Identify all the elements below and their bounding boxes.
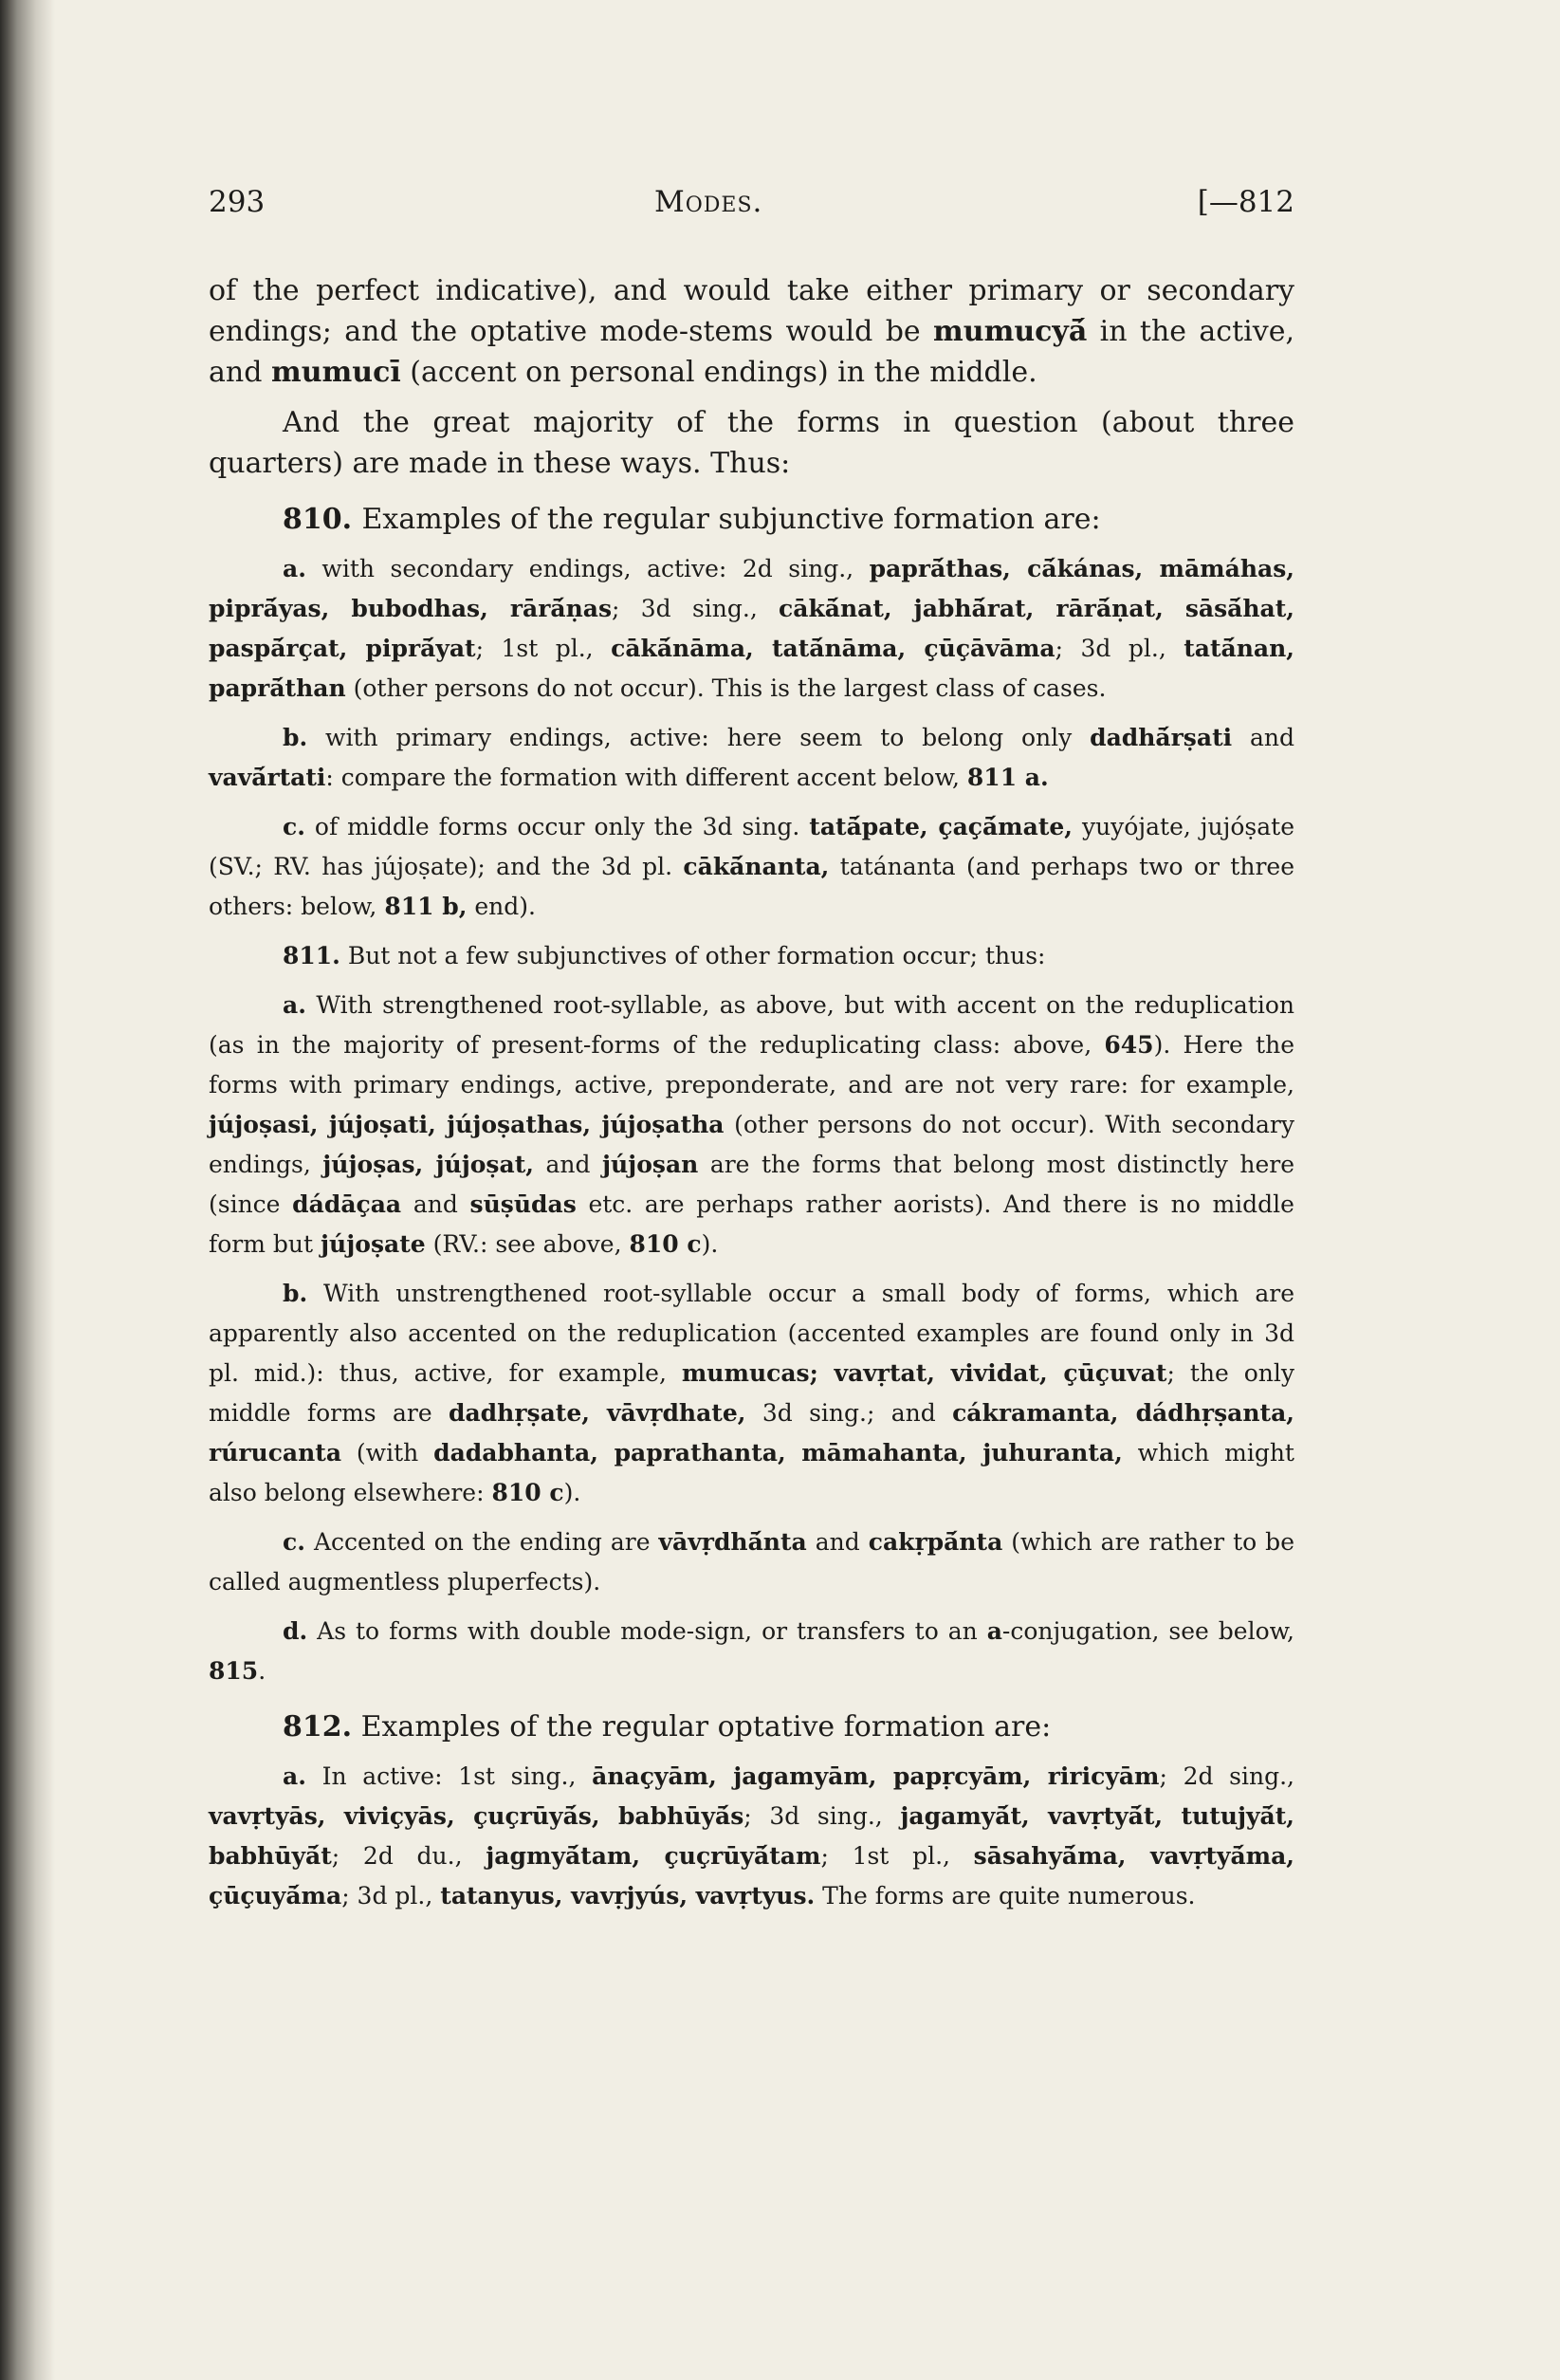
bold-term: dadabhanta, paprathanta, māmahanta, juhuranta, [433, 1439, 1123, 1467]
text-run: (other persons do not occur). With secondary endings, [209, 1111, 1294, 1178]
bold-term: 645 [1104, 1031, 1154, 1059]
running-header [209, 185, 1294, 232]
section-812-heading [209, 1707, 1294, 1747]
bold-term: cākā́nanta, [683, 853, 830, 880]
text-run: 3d sing.; and [745, 1399, 953, 1427]
text-run: ; 3d pl., [341, 1882, 441, 1910]
bold-term: mumucyā́ [933, 315, 1088, 348]
bold-term: 811. [283, 942, 340, 969]
bold-term: a. [283, 555, 306, 582]
text-run: and [533, 1151, 602, 1178]
text-run: ). [701, 1230, 719, 1258]
text-run: in the active, and [209, 315, 1294, 389]
section-811-heading [209, 936, 1294, 976]
bold-term: mumucī [270, 356, 401, 389]
text-run: tatánanta (and perhaps two or three others: below, [209, 853, 1294, 920]
bold-term: c. [283, 813, 305, 840]
bold-term: 812. [283, 1710, 353, 1743]
bold-term: tatanyus, vavṛjyús, vavṛtyus. [440, 1882, 816, 1910]
bold-term: b. [283, 1280, 308, 1307]
text-run: etc. are perhaps rather aorists). And there is no middle form but [209, 1190, 1294, 1258]
section-810-heading [209, 499, 1294, 540]
text-run: The forms are quite numerous. [815, 1882, 1196, 1910]
scan-edge-shadow [0, 0, 55, 2380]
bold-term: jújoṣate [321, 1230, 426, 1258]
bold-term: dadhā́rṣati [1090, 724, 1233, 751]
text-run: (accent on personal endings) in the middle. [400, 356, 1037, 389]
bold-term: sūṣūdas [469, 1190, 577, 1218]
text-run: (with [341, 1439, 434, 1467]
text-run: ; 1st pl., [820, 1842, 974, 1870]
text-run: As to forms with double mode-sign, or transfers to an [307, 1617, 987, 1645]
bold-term: 815 [209, 1657, 259, 1685]
text-run: : compare the formation with different accent below, [325, 764, 967, 791]
text-run: of the perfect indicative), and would take either primary or secondary endings; and the optative mode-stems would be [209, 274, 1294, 348]
paragraph [209, 718, 1294, 798]
bold-term: cákramanta, dádhṛṣanta, rúrucanta [209, 1399, 1294, 1467]
text-run: ; 2d sing., [1159, 1762, 1295, 1790]
bold-term: b. [283, 724, 308, 751]
text-run: ; 3d sing., [612, 595, 780, 622]
text-run: (other persons do not occur). This is the largest class of cases. [345, 674, 1107, 702]
bold-term: a [986, 1617, 1002, 1645]
text-run: with secondary endings, active: 2d sing., [305, 555, 870, 582]
bold-term: mumucas; vavṛtat, vividat, çūçuvat [681, 1359, 1167, 1387]
bold-term: jújoṣasi, jújoṣati, jújoṣathas, jújoṣatha [209, 1111, 725, 1138]
text-run: (which are rather to be called augmentless pluperfects). [209, 1528, 1294, 1596]
text-run: Examples of the regular optative formation are: [352, 1710, 1052, 1743]
paragraph [209, 986, 1294, 1264]
bold-term: a. [283, 991, 306, 1019]
text-run: Accented on the ending are [304, 1528, 659, 1556]
bold-term: 810 c [491, 1479, 564, 1506]
page-number: 293 [209, 185, 266, 219]
bold-term: vavṛtyās, viviçyās, çuçrūyā́s, babhūyā́s [209, 1802, 744, 1830]
text-run: -conjugation, see below, [1001, 1617, 1294, 1645]
text-run: ; 3d pl., [1055, 635, 1184, 662]
text-run: ; 2d du., [331, 1842, 486, 1870]
text-run: ). [563, 1479, 581, 1506]
paragraph [209, 1522, 1294, 1602]
text-run: ; 3d sing., [743, 1802, 901, 1830]
bold-term: jújoṣas, jújoṣat, [322, 1151, 534, 1178]
bold-term: ānaçyām, jagamyām, papṛcyām, riricyām [592, 1762, 1160, 1790]
text-run: of middle forms occur only the 3d sing. [304, 813, 810, 840]
text-run: yuyójate, jujóṣate (SV.; RV. has jújoṣate); and the 3d pl. [209, 813, 1294, 880]
bold-term: cākā́nāma, tatā́nāma, çūçāvāma [611, 635, 1055, 662]
bold-term: jújoṣan [601, 1151, 699, 1178]
bold-term: tatā́pate, çaçā́mate, [809, 813, 1073, 840]
bold-term: 811 b, [384, 893, 468, 920]
paragraph [209, 549, 1294, 709]
text-run: are the forms that belong most distinctly here (since [209, 1151, 1295, 1218]
text-run: with primary endings, active: here seem to belong only [307, 724, 1091, 751]
paragraph [209, 270, 1294, 393]
paragraph [209, 807, 1294, 927]
bold-term: paprā́thas, cā́kánas, māmáhas, piprā́yas, bubodhas, rārā́ṇas [209, 555, 1294, 622]
bold-term: a. [283, 1762, 306, 1790]
running-title: Modes. [654, 185, 763, 219]
bold-term: cakṛpā́nta [868, 1528, 1003, 1556]
text-run: Examples of the regular subjunctive formation are: [361, 503, 1101, 536]
text-run: With unstrengthened root-syllable occur a small body of forms, which are apparently also accented on the reduplication (accented examples are found only in 3d pl. mid.): thus, active, for example, [209, 1280, 1294, 1387]
bold-term: c. [283, 1528, 305, 1556]
bold-term: tatā́nan, paprā́than [209, 635, 1294, 702]
paragraph [209, 1612, 1294, 1691]
page [209, 185, 1294, 1926]
text-run: ; the only middle forms are [209, 1359, 1295, 1427]
text-run: . [258, 1657, 266, 1685]
paragraph [209, 402, 1294, 484]
text-run: ; 1st pl., [475, 635, 612, 662]
text-run: and [806, 1528, 869, 1556]
bold-term: d. [283, 1617, 308, 1645]
bold-term: cākā́nat, jabhā́rat, rārā́ṇat, sāsā́hat, paspā́rçat, piprā́yat [209, 595, 1294, 662]
text-run: end). [467, 893, 536, 920]
bold-term: sāsahyā́ma, vavṛtyā́ma, çūçuyā́ma [209, 1842, 1294, 1910]
text-run: With strengthened root-syllable, as above, but with accent on the reduplication (as in the majority of present-forms of the reduplicating class: above, [209, 991, 1294, 1059]
paragraph [209, 1757, 1294, 1916]
section-reference: [—812 [1197, 185, 1294, 219]
body-text [209, 270, 1294, 1916]
text-run: (RV.: see above, [425, 1230, 630, 1258]
bold-term: vavā́rtati [209, 764, 326, 791]
text-run: But not a few subjunctives of other formation occur; thus: [340, 942, 1046, 969]
text-run: ). Here the forms with primary endings, active, preponderate, and are not very rare: for example, [209, 1031, 1294, 1098]
text-run: and [1232, 724, 1294, 751]
text-run: and [401, 1190, 470, 1218]
paragraph [209, 1274, 1294, 1513]
bold-term: 810 c [629, 1230, 702, 1258]
bold-term: vāvṛdhā́nta [658, 1528, 807, 1556]
text-run: which might also belong elsewhere: [209, 1439, 1294, 1506]
text-run: In active: 1st sing., [305, 1762, 593, 1790]
bold-term: 811 a. [966, 764, 1049, 791]
text-run: And the great majority of the forms in question (about three quarters) are made in these ways. Thus: [209, 406, 1294, 480]
bold-term: dádāçaa [292, 1190, 402, 1218]
bold-term: dadhṛṣate, vāvṛdhate, [448, 1399, 746, 1427]
bold-term: jagmyā́tam, çuçrūyā́tam [486, 1842, 821, 1870]
bold-term: jagamyā́t, vavṛtyā́t, tutujyā́t, babhūyā́t [209, 1802, 1294, 1870]
bold-term: 810. [283, 503, 362, 536]
